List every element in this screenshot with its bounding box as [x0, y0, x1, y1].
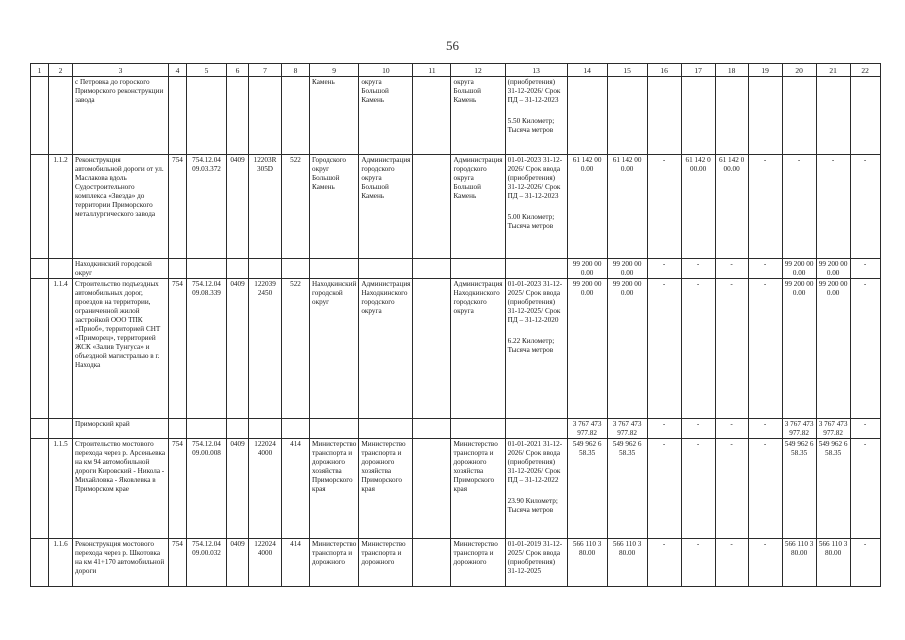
- cell-empty: [249, 419, 282, 439]
- cell-c15: 549 962 6 58.35: [607, 439, 647, 539]
- cell-empty: [451, 419, 505, 439]
- cell-c11: [413, 155, 451, 259]
- cell-developer: Администрация Находкинского городского округа: [451, 279, 505, 419]
- budget-table: [30, 63, 881, 587]
- cell-group-name: Приморский край: [73, 419, 169, 439]
- cell-empty: [310, 419, 359, 439]
- cell-empty: [359, 419, 413, 439]
- cell-c19: -: [748, 155, 782, 259]
- column-number: 22: [850, 64, 880, 77]
- terms-capacity: 23.90 Километр; Тысяча метров: [507, 497, 558, 514]
- cell-territory: Министерство транспорта и дорожного: [310, 539, 359, 587]
- cell-classifier: 754.12.04 09.00.032: [187, 539, 227, 587]
- cell-c22: [850, 77, 880, 155]
- column-number: 5: [187, 64, 227, 77]
- cell-object-name: Реконструкция автомобильной дороги от ул. Маслакова вдоль Судостроительного комплекса «Звезда» до территории Приморского металлургического завода: [73, 155, 169, 259]
- cell-object-name: Строительство мостового перехода через р. Арсеньевка на км 94 автомобильной дороги Кировский - Никола - Михайловка - Яковлевка в Приморском крае: [73, 439, 169, 539]
- cell-c20: [782, 77, 816, 155]
- cell-c14: 99 200 00 0.00: [567, 259, 607, 279]
- cell-c16: -: [647, 259, 681, 279]
- table-row: [31, 155, 881, 259]
- cell-object-name: Реконструкция мостового перехода через р. Шкотовка на км 41+170 автомобильной дороги: [73, 539, 169, 587]
- column-number: 16: [647, 64, 681, 77]
- column-number: 3: [73, 64, 169, 77]
- cell-num: [31, 259, 49, 279]
- cell-c17: -: [681, 419, 715, 439]
- cell-c22: -: [850, 279, 880, 419]
- cell-c19: [748, 77, 782, 155]
- cell-empty: [413, 419, 451, 439]
- column-number: 14: [567, 64, 607, 77]
- cell-c19: -: [748, 439, 782, 539]
- cell-c17: [681, 77, 715, 155]
- column-number: 17: [681, 64, 715, 77]
- table-row: [31, 77, 881, 155]
- cell-target-item: 122024 4000: [249, 439, 282, 539]
- cell-c17: -: [681, 439, 715, 539]
- terms-dates: 01-01-2023 31-12-2026/ Срок ввода (приобретения) 31-12-2026/ Срок ПД – 31-12-2023: [507, 156, 563, 200]
- cell-empty: [187, 419, 227, 439]
- cell-section: [227, 77, 249, 155]
- terms-dates: 01-01-2023 31-12-2025/ Срок ввода (приобретения) 31-12-2025/ Срок ПД – 31-12-2020: [507, 280, 563, 324]
- cell-c11: [413, 539, 451, 587]
- cell-c22: -: [850, 155, 880, 259]
- cell-c16: -: [647, 439, 681, 539]
- cell-index: [49, 259, 73, 279]
- cell-expense-type: 522: [282, 279, 310, 419]
- cell-expense-type: 414: [282, 439, 310, 539]
- cell-c14: [567, 77, 607, 155]
- terms-gap: [508, 105, 565, 117]
- cell-c17: -: [681, 279, 715, 419]
- cell-c21: 3 767 473 977.82: [816, 419, 850, 439]
- cell-num: [31, 439, 49, 539]
- cell-num: [31, 279, 49, 419]
- cell-c20: 549 962 6 58.35: [782, 439, 816, 539]
- cell-target-item: 12203R 305D: [249, 155, 282, 259]
- terms-capacity: 6.22 Километр; Тысяча метров: [507, 337, 555, 354]
- cell-c18: -: [715, 439, 748, 539]
- terms-gap: [508, 201, 565, 213]
- cell-terms: [505, 279, 567, 419]
- cell-c22: -: [850, 419, 880, 439]
- cell-terms: [505, 155, 567, 259]
- cell-c21: [816, 77, 850, 155]
- cell-c21: 549 962 6 58.35: [816, 439, 850, 539]
- group-row: [31, 259, 881, 279]
- cell-c21: 99 200 00 0.00: [816, 279, 850, 419]
- cell-classifier: 754.12.04 09.03.372: [187, 155, 227, 259]
- column-number: 1: [31, 64, 49, 77]
- cell-developer: Администрация городского округа Большой Камень: [451, 155, 505, 259]
- cell-customer: Министерство транспорта и дорожного: [359, 539, 413, 587]
- cell-c15: 3 767 473 977.82: [607, 419, 647, 439]
- table-body: [31, 64, 881, 587]
- cell-c15: 99 200 00 0.00: [607, 279, 647, 419]
- cell-developer: Министерство транспорта и дорожного: [451, 539, 505, 587]
- cell-c20: 566 110 3 80.00: [782, 539, 816, 587]
- cell-c14: 566 110 3 80.00: [567, 539, 607, 587]
- cell-c18: -: [715, 259, 748, 279]
- cell-empty: [227, 259, 249, 279]
- cell-c15: [607, 77, 647, 155]
- cell-terms: [505, 439, 567, 539]
- cell-c15: 61 142 00 0.00: [607, 155, 647, 259]
- cell-c20: 99 200 00 0.00: [782, 279, 816, 419]
- cell-classifier: [187, 77, 227, 155]
- cell-c16: -: [647, 279, 681, 419]
- cell-code: 754: [169, 439, 187, 539]
- cell-empty: [359, 259, 413, 279]
- cell-expense-type: [282, 77, 310, 155]
- cell-territory: Министерство транспорта и дорожного хозяйства Приморского края: [310, 439, 359, 539]
- terms-capacity: 5.50 Километр; Тысяча метров: [507, 117, 555, 134]
- terms-dates: 01-01-2021 31-12-2026/ Срок ввода (приобретения) 31-12-2026/ Срок ПД – 31-12-2022: [507, 440, 563, 484]
- cell-c18: [715, 77, 748, 155]
- terms-dates: (приобретения) 31-12-2026/ Срок ПД – 31-12-2023: [507, 78, 561, 104]
- cell-c17: -: [681, 539, 715, 587]
- column-number: 13: [505, 64, 567, 77]
- cell-index: 1.1.4: [49, 279, 73, 419]
- cell-c22: -: [850, 539, 880, 587]
- cell-expense-type: 414: [282, 539, 310, 587]
- cell-terms: [505, 539, 567, 587]
- cell-c18: -: [715, 539, 748, 587]
- cell-c11: [413, 77, 451, 155]
- cell-num: [31, 155, 49, 259]
- cell-c20: 99 200 00 0.00: [782, 259, 816, 279]
- cell-target-item: 122039 2450: [249, 279, 282, 419]
- cell-c16: [647, 77, 681, 155]
- column-number: 18: [715, 64, 748, 77]
- cell-c14: 61 142 00 0.00: [567, 155, 607, 259]
- column-number: 4: [169, 64, 187, 77]
- column-number: 7: [249, 64, 282, 77]
- cell-empty: [413, 259, 451, 279]
- cell-empty: [505, 419, 567, 439]
- cell-classifier: 754.12.04 09.00.008: [187, 439, 227, 539]
- cell-c21: 99 200 00 0.00: [816, 259, 850, 279]
- cell-c20: 3 767 473 977.82: [782, 419, 816, 439]
- table-row: [31, 279, 881, 419]
- cell-group-name: Находкинский городской округ: [73, 259, 169, 279]
- cell-empty: [187, 259, 227, 279]
- cell-empty: [282, 419, 310, 439]
- cell-c22: -: [850, 439, 880, 539]
- cell-classifier: 754.12.04 09.08.339: [187, 279, 227, 419]
- cell-customer: Администрация Находкинского городского округа: [359, 279, 413, 419]
- column-number: 6: [227, 64, 249, 77]
- cell-code: 754: [169, 155, 187, 259]
- column-number: 12: [451, 64, 505, 77]
- cell-empty: [169, 419, 187, 439]
- cell-empty: [282, 259, 310, 279]
- cell-c19: -: [748, 259, 782, 279]
- cell-object-name: с Петровка до гороского Приморского реконструкции завода: [73, 77, 169, 155]
- cell-developer: Министерство транспорта и дорожного хозяйства Приморского края: [451, 439, 505, 539]
- cell-section: 0409: [227, 439, 249, 539]
- page-number: 56: [446, 38, 459, 53]
- column-number: 9: [310, 64, 359, 77]
- cell-c15: 99 200 00 0.00: [607, 259, 647, 279]
- cell-c18: -: [715, 419, 748, 439]
- cell-c14: 3 767 473 977.82: [567, 419, 607, 439]
- cell-customer: Министерство транспорта и дорожного хозяйства Приморского края: [359, 439, 413, 539]
- cell-customer: округа Большой Камень: [359, 77, 413, 155]
- cell-c17: 61 142 0 00.00: [681, 155, 715, 259]
- cell-index: 1.1.6: [49, 539, 73, 587]
- column-number: 11: [413, 64, 451, 77]
- column-number: 19: [748, 64, 782, 77]
- cell-object-name: Строительство подъездных автомобильных дорог, проездов на территории, ограниченной жилой застройкой ООО ТПК «Приоб», территорией СНТ «Приморец», территорией ЖСК «Залив Тунгуса» и объездной магистралью в г. Находка: [73, 279, 169, 419]
- cell-empty: [169, 259, 187, 279]
- column-number: 8: [282, 64, 310, 77]
- cell-terms: [505, 77, 567, 155]
- column-number: 20: [782, 64, 816, 77]
- cell-section: 0409: [227, 539, 249, 587]
- cell-num: [31, 419, 49, 439]
- cell-code: 754: [169, 279, 187, 419]
- cell-empty: [310, 259, 359, 279]
- cell-section: 0409: [227, 155, 249, 259]
- cell-customer: Администрация городского округа Большой Камень: [359, 155, 413, 259]
- cell-c15: 566 110 3 80.00: [607, 539, 647, 587]
- cell-c20: -: [782, 155, 816, 259]
- cell-c16: -: [647, 419, 681, 439]
- cell-index: [49, 419, 73, 439]
- cell-section: 0409: [227, 279, 249, 419]
- cell-c19: -: [748, 539, 782, 587]
- column-number: 2: [49, 64, 73, 77]
- cell-c21: 566 110 3 80.00: [816, 539, 850, 587]
- cell-c19: -: [748, 279, 782, 419]
- cell-c11: [413, 439, 451, 539]
- cell-empty: [505, 259, 567, 279]
- cell-c14: 99 200 00 0.00: [567, 279, 607, 419]
- table-row: [31, 439, 881, 539]
- cell-territory: Находкинский городской округ: [310, 279, 359, 419]
- cell-num: [31, 77, 49, 155]
- cell-num: [31, 539, 49, 587]
- cell-c14: 549 962 6 58.35: [567, 439, 607, 539]
- cell-target-item: 122024 4000: [249, 539, 282, 587]
- cell-index: 1.1.2: [49, 155, 73, 259]
- group-row: [31, 419, 881, 439]
- cell-c18: 61 142 0 00.00: [715, 155, 748, 259]
- cell-code: 754: [169, 539, 187, 587]
- cell-index: [49, 77, 73, 155]
- terms-dates: 01-01-2019 31-12-2025/ Срок ввода (приобретения) 31-12-2025: [507, 540, 563, 575]
- terms-capacity: 5.00 Километр; Тысяча метров: [507, 213, 555, 230]
- cell-expense-type: 522: [282, 155, 310, 259]
- cell-c16: -: [647, 539, 681, 587]
- cell-c16: -: [647, 155, 681, 259]
- cell-target-item: [249, 77, 282, 155]
- cell-c18: -: [715, 279, 748, 419]
- column-number: 10: [359, 64, 413, 77]
- cell-code: [169, 77, 187, 155]
- cell-c22: -: [850, 259, 880, 279]
- cell-c19: -: [748, 419, 782, 439]
- cell-empty: [451, 259, 505, 279]
- column-number-row: [31, 64, 881, 77]
- cell-c11: [413, 279, 451, 419]
- column-number: 15: [607, 64, 647, 77]
- terms-gap: [508, 325, 565, 337]
- cell-territory: Городского округ Большой Камень: [310, 155, 359, 259]
- table-row: [31, 539, 881, 587]
- cell-index: 1.1.5: [49, 439, 73, 539]
- cell-territory: Камень: [310, 77, 359, 155]
- cell-empty: [249, 259, 282, 279]
- column-number: 21: [816, 64, 850, 77]
- cell-empty: [227, 419, 249, 439]
- cell-c17: -: [681, 259, 715, 279]
- cell-c21: -: [816, 155, 850, 259]
- terms-gap: [508, 485, 565, 497]
- cell-developer: округа Большой Камень: [451, 77, 505, 155]
